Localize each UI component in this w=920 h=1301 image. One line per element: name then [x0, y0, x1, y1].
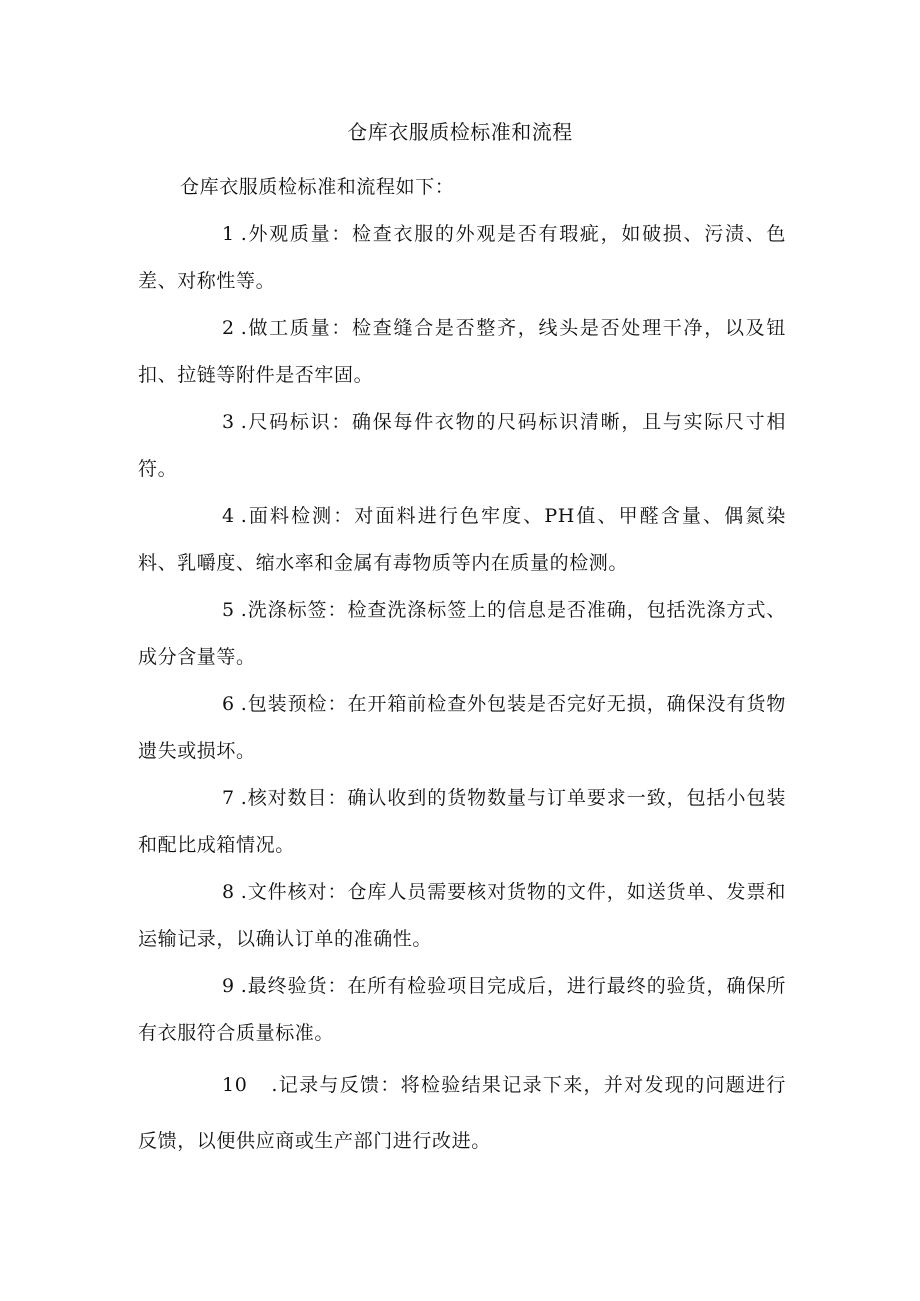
item-text: .尺码标识：确保每件衣物的尺码标识清晰，且与实际尺寸相符。 — [138, 411, 786, 480]
list-item-1 — [138, 211, 786, 305]
list-item-9 — [138, 963, 786, 1057]
list-item-4 — [138, 493, 786, 587]
list-item-7 — [138, 775, 786, 869]
item-text: .核对数目：确认收到的货物数量与订单要求一致，包括小包装和配比成箱情况。 — [138, 787, 786, 856]
item-number: 9 — [222, 975, 235, 997]
document-body — [138, 164, 786, 1169]
item-text: .最终验货：在所有检验项目完成后，进行最终的验货，确保所有衣服符合质量标准。 — [138, 975, 786, 1044]
item-text: .外观质量：检查衣服的外观是否有瑕疵，如破损、污渍、色差、对称性等。 — [138, 223, 786, 292]
list-item-6 — [138, 681, 786, 775]
intro-paragraph: 仓库衣服质检标准和流程如下： — [180, 176, 455, 198]
list-item-2 — [138, 305, 786, 399]
item-number: 6 — [222, 693, 235, 715]
item-number: 1 — [222, 223, 235, 245]
item-number: 2 — [222, 317, 235, 339]
item-text: .文件核对：仓库人员需要核对货物的文件，如送货单、发票和运输记录，以确认订单的准确性。 — [138, 881, 786, 950]
item-text: .包装预检：在开箱前检查外包装是否完好无损，确保没有货物遗失或损坏。 — [138, 693, 786, 762]
item-text: .做工质量：检查缝合是否整齐，线头是否处理干净，以及钮扣、拉链等附件是否牢固。 — [138, 317, 786, 386]
document-title: 仓库衣服质检标准和流程 — [347, 120, 573, 144]
item-text: .面料检测：对面料进行色牢度、PH值、甲醛含量、偶氮染料、乳嚼度、缩水率和金属有毒物质等内在质量的检测。 — [138, 505, 786, 574]
item-number: 3 — [222, 411, 235, 433]
list-item-8 — [138, 869, 786, 963]
list-item-10 — [138, 1057, 786, 1169]
item-text: .洗涤标签：检查洗涤标签上的信息是否准确，包括洗涤方式、成分含量等。 — [138, 599, 786, 668]
item-number: 5 — [222, 599, 235, 621]
item-number: 4 — [222, 505, 235, 527]
item-text: .记录与反馈：将检验结果记录下来，并对发现的问题进行反馈，以便供应商或生产部门进行改进。 — [138, 1074, 786, 1152]
list-item-3 — [138, 399, 786, 493]
item-number: 8 — [222, 881, 235, 903]
item-number: 7 — [222, 787, 235, 809]
list-item-5 — [138, 587, 786, 681]
item-number: 10 — [222, 1074, 248, 1096]
